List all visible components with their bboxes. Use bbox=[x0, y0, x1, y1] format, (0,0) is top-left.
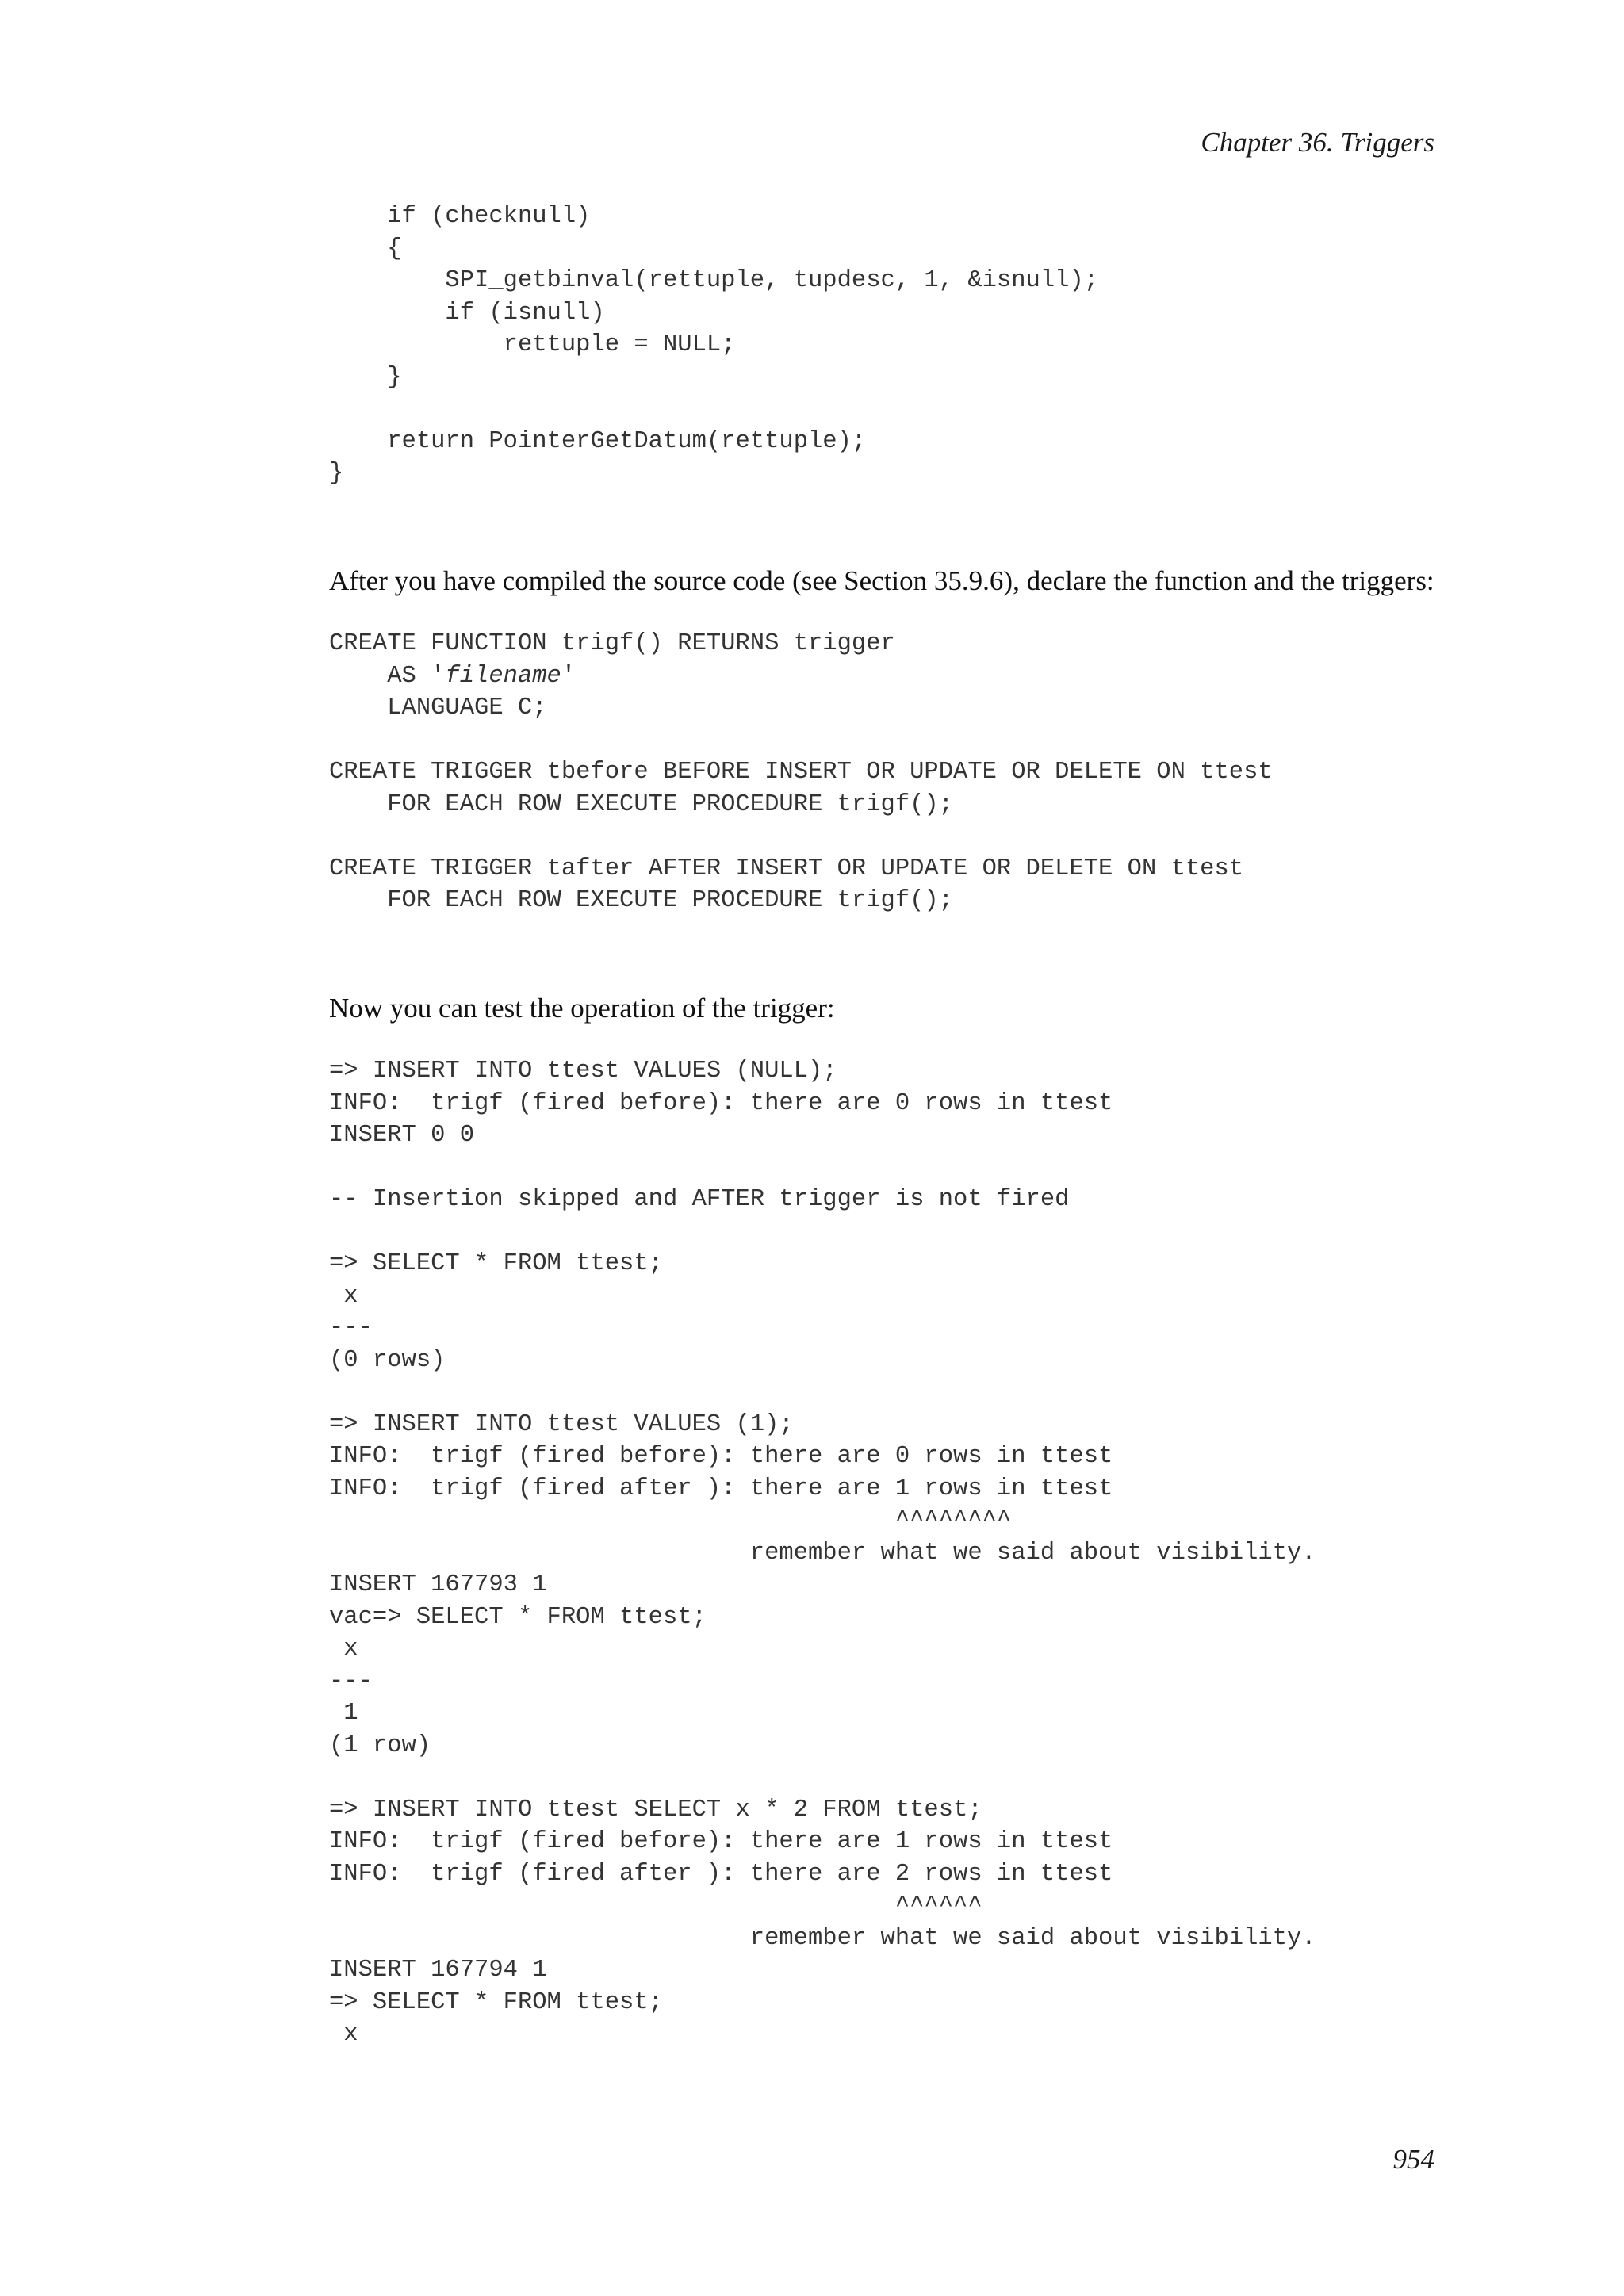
code-line: --- bbox=[329, 1314, 373, 1341]
code-line: remember what we said about visibility. bbox=[329, 1539, 1316, 1567]
code-line bbox=[329, 660, 1273, 693]
code-line: => INSERT INTO ttest VALUES (1); bbox=[329, 1410, 794, 1438]
code-line: => SELECT * FROM ttest; bbox=[329, 1250, 663, 1277]
code-text: ' bbox=[561, 662, 576, 690]
code-line: INSERT 167794 1 bbox=[329, 1957, 547, 1984]
code-line: (1 row) bbox=[329, 1732, 431, 1759]
code-line: x bbox=[329, 1636, 358, 1663]
code-line: => INSERT INTO ttest SELECT x * 2 FROM ttest; bbox=[329, 1796, 982, 1823]
code-line bbox=[329, 1376, 1316, 1409]
code-line: remember what we said about visibility. bbox=[329, 1924, 1316, 1952]
code-line: INFO: trigf (fired after ): there are 2 rows in ttest bbox=[329, 1860, 1113, 1888]
filename-placeholder: filename bbox=[445, 662, 561, 690]
code-line: INFO: trigf (fired before): there are 1 rows in ttest bbox=[329, 1828, 1113, 1855]
code-line: CREATE FUNCTION trigf() RETURNS trigger bbox=[329, 630, 895, 657]
code-line bbox=[329, 1216, 1316, 1249]
code-line: { bbox=[329, 235, 402, 262]
code-line bbox=[329, 821, 1273, 853]
code-line bbox=[329, 393, 1098, 426]
code-line: INFO: trigf (fired before): there are 0 rows in ttest bbox=[329, 1443, 1113, 1470]
code-line: x bbox=[329, 1282, 358, 1310]
code-line: FOR EACH ROW EXECUTE PROCEDURE trigf(); bbox=[329, 887, 954, 914]
code-line: --- bbox=[329, 1667, 373, 1695]
code-line: x bbox=[329, 2021, 358, 2048]
code-line: CREATE TRIGGER tafter AFTER INSERT OR UPDATE OR DELETE ON ttest bbox=[329, 855, 1244, 882]
code-line: ^^^^^^ bbox=[329, 1892, 982, 1919]
code-block-session-output bbox=[329, 1055, 1316, 2051]
code-block-function-end bbox=[329, 201, 1098, 490]
code-text: AS ' bbox=[329, 662, 446, 690]
code-line: return PointerGetDatum(rettuple); bbox=[329, 427, 867, 455]
code-line: SPI_getbinval(rettuple, tupdesc, 1, &isnull); bbox=[329, 267, 1099, 294]
code-line: CREATE TRIGGER tbefore BEFORE INSERT OR UPDATE OR DELETE ON ttest bbox=[329, 759, 1273, 786]
page-number: 954 bbox=[1392, 2144, 1434, 2175]
code-line bbox=[329, 1152, 1316, 1184]
code-line: if (checknull) bbox=[329, 203, 591, 230]
code-line: -- Insertion skipped and AFTER trigger is not fired bbox=[329, 1186, 1070, 1213]
code-line: INSERT 0 0 bbox=[329, 1122, 475, 1149]
code-line: LANGUAGE C; bbox=[329, 695, 547, 721]
code-line: rettuple = NULL; bbox=[329, 331, 736, 358]
code-line: ^^^^^^^^ bbox=[329, 1507, 1012, 1534]
running-header: Chapter 36. Triggers bbox=[1201, 127, 1434, 158]
paragraph-test-intro: Now you can test the operation of the trigger: bbox=[329, 993, 835, 1024]
code-line bbox=[329, 725, 1273, 757]
code-line: 1 bbox=[329, 1700, 358, 1727]
code-line: vac=> SELECT * FROM ttest; bbox=[329, 1603, 707, 1631]
code-line: => SELECT * FROM ttest; bbox=[329, 1988, 663, 2016]
code-line: (0 rows) bbox=[329, 1346, 446, 1374]
code-line: => INSERT INTO ttest VALUES (NULL); bbox=[329, 1058, 837, 1085]
code-line: } bbox=[329, 460, 344, 487]
paragraph-compile-instructions: After you have compiled the source code (see Section 35.9.6), declare the function and the triggers: bbox=[329, 565, 1434, 596]
code-line: } bbox=[329, 363, 402, 391]
code-line: FOR EACH ROW EXECUTE PROCEDURE trigf(); bbox=[329, 790, 954, 818]
code-line: INFO: trigf (fired before): there are 0 rows in ttest bbox=[329, 1089, 1113, 1117]
code-block-create-statements bbox=[329, 628, 1273, 917]
code-line: INFO: trigf (fired after ): there are 1 rows in ttest bbox=[329, 1475, 1113, 1502]
code-line bbox=[329, 1762, 1316, 1794]
code-line: INSERT 167793 1 bbox=[329, 1571, 547, 1598]
code-line: if (isnull) bbox=[329, 299, 605, 327]
